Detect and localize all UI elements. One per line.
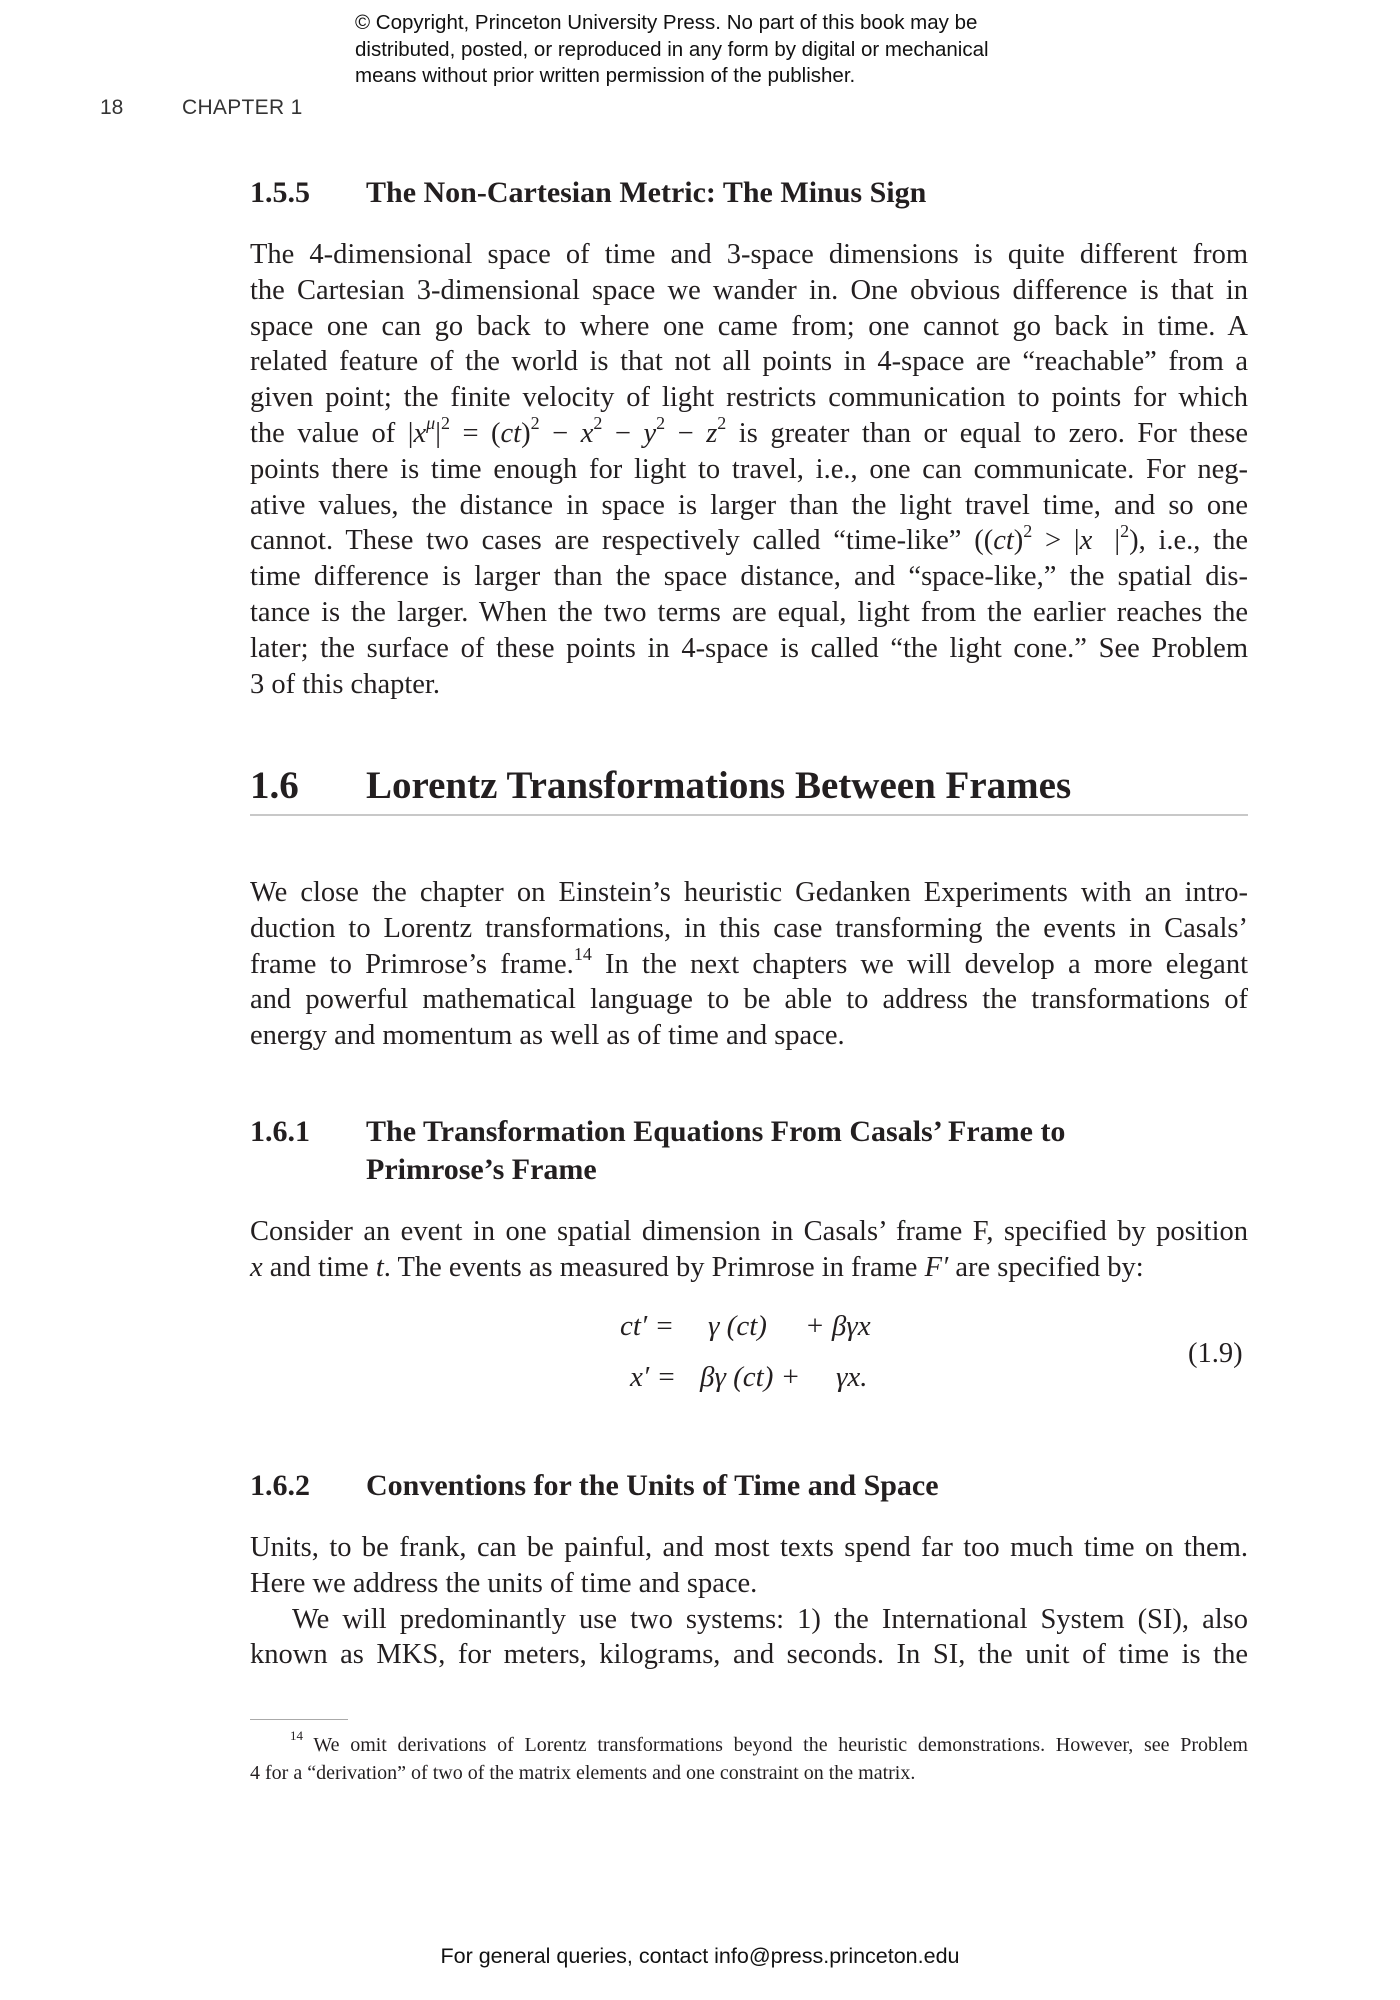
text-line-footnote-ref: frame to Primrose’s frame.$^{14}$ In the next chapters we will develop a more elegant	[250, 944, 1248, 980]
heading-rule	[250, 814, 1248, 816]
copyright-line: © Copyright, Princeton University Press. No part of this book may be	[355, 11, 978, 34]
section-1-6-1-paragraph	[250, 1214, 1248, 1286]
section-1-6-paragraph	[250, 875, 1248, 1054]
footnote-line: 4 for a “derivation” of two of the matrix elements and one constraint on the matrix.	[250, 1761, 916, 1784]
text-line: energy and momentum as well as of time and space.	[250, 1020, 845, 1052]
copyright-line: distributed, posted, or reproduced in any form by digital or mechanical	[355, 37, 989, 61]
text-line: known as MKS, for meters, kilograms, and seconds. In SI, the unit of time is the	[250, 1639, 1248, 1671]
text-line: 3 of this chapter.	[250, 668, 440, 700]
text-line: ative values, the distance in space is larger than the light travel time, and so one	[250, 489, 1248, 521]
text-line: given point; the finite velocity of light restricts communication to points for which	[250, 382, 1248, 414]
footnote-14	[250, 1728, 1248, 1787]
footnote-marker: 14	[290, 1728, 303, 1744]
running-head	[0, 96, 400, 126]
chapter-label: CHAPTER 1	[182, 96, 303, 119]
text-line: The 4-dimensional space of time and 3-space dimensions is quite different from	[250, 239, 1248, 270]
text-line: related feature of the world is that not all points in 4-space are “reachable” from a	[250, 346, 1248, 378]
section-1-6-2-heading	[250, 1467, 939, 1505]
section-1-5-5-heading	[250, 174, 926, 212]
text-line: Consider an event in one spatial dimension in Casals’ frame F, specified by position	[250, 1216, 1248, 1247]
section-title: Conventions for the Units of Time and Space	[366, 1469, 939, 1502]
page-number: 18	[100, 96, 124, 119]
section-number: 1.6.1	[250, 1115, 310, 1148]
equation-term: γ (ct)	[708, 1310, 767, 1342]
section-1-6-heading	[250, 762, 1248, 810]
section-1-6-1-heading	[250, 1113, 1065, 1189]
section-1-6-2-paragraph	[250, 1530, 1248, 1673]
text-line: Here we address the units of time and space.	[250, 1567, 758, 1599]
text-line: tance is the larger. When the two terms are equal, light from the earlier reaches the	[250, 596, 1248, 628]
section-title: The Non-Cartesian Metric: The Minus Sign	[366, 176, 927, 209]
text-line: Units, to be frank, can be painful, and most texts spend far too much time on them.	[250, 1532, 1248, 1563]
section-title: Lorentz Transformations Between Frames	[366, 764, 1072, 807]
text-line: later; the surface of these points in 4-space is called “the light cone.” See Problem	[250, 632, 1248, 664]
text-line: We close the chapter on Einstein’s heuristic Gedanken Experiments with an intro-	[250, 877, 1248, 908]
text-line: the Cartesian 3-dimensional space we wander in. One obvious difference is that in	[250, 274, 1248, 306]
section-number: 1.6	[250, 764, 299, 807]
footnote-reference: 14	[573, 944, 592, 965]
section-title: The Transformation Equations From Casals’ Frame to	[366, 1115, 1066, 1148]
footer-contact: For general queries, contact info@press.princeton.edu	[440, 1944, 960, 1968]
section-number: 1.6.2	[250, 1469, 310, 1502]
section-title-continued: Primrose’s Frame	[366, 1153, 597, 1186]
text-line-metric-formula: the value of $|x^\mu|^2 = (ct)^2 - x^2 - y^2 - z^2$ is greater than or equal to zero. For these	[250, 413, 1248, 449]
text-line: duction to Lorentz transformations, in this case transforming the events in Casals’	[250, 912, 1248, 944]
text-line: x and time t. The events as measured by Primrose in frame F′ are specified by:	[250, 1251, 1144, 1283]
text-line: points there is time enough for light to travel, i.e., one can communicate. For neg-	[250, 453, 1248, 485]
copyright-notice	[355, 10, 1115, 90]
text-line-time-like: cannot. These two cases are respectively called “time-like” $((ct)^2 > |x⃗|^2)$, i.e., the	[250, 520, 1248, 557]
equation-lhs: ct′ =	[620, 1310, 675, 1342]
text-line: time difference is larger than the space distance, and “space-like,” the spatial dis-	[250, 561, 1248, 593]
copyright-line: means without prior written permission of the publisher.	[355, 64, 856, 87]
equation-lhs: x′ =	[630, 1361, 677, 1393]
equation-term: + βγx	[805, 1310, 871, 1342]
text-line: and powerful mathematical language to be able to address the transformations of	[250, 984, 1248, 1016]
equation-term: βγ (ct) +	[700, 1361, 801, 1393]
text-line: space one can go back to where one came from; one cannot go back in time. A	[250, 310, 1248, 342]
footnote-rule	[250, 1719, 348, 1720]
equation-term: γx.	[836, 1361, 868, 1393]
footnote-line: $^{14}$ We omit derivations of Lorentz transformations beyond the heuristic demonstrations. However, see Problem	[290, 1728, 1248, 1756]
equation-number: (1.9)	[1188, 1338, 1243, 1369]
text-line: We will predominantly use two systems: 1) the International System (SI), also	[292, 1603, 1248, 1635]
section-1-5-5-paragraph	[250, 237, 1248, 702]
section-number: 1.5.5	[250, 176, 310, 209]
